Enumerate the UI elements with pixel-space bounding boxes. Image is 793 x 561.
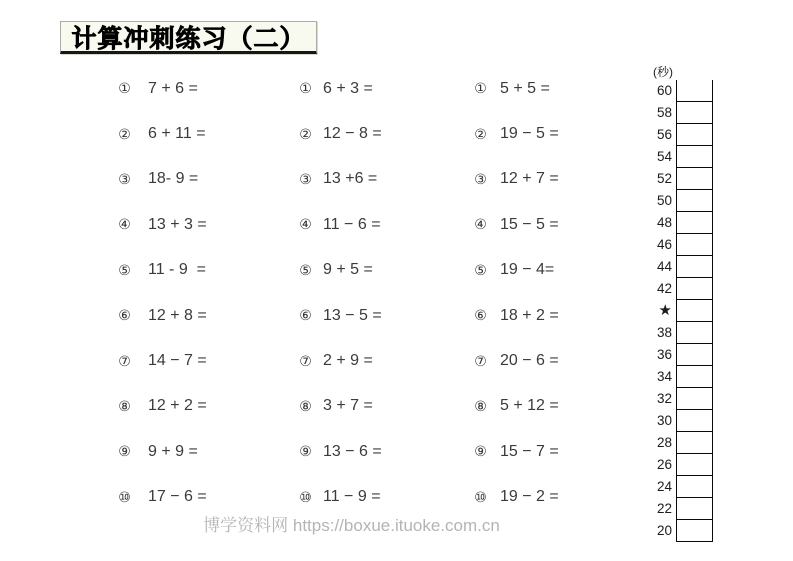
problem-number: ⑨ [474, 443, 487, 460]
problem-expression: 9 + 5 = [323, 261, 373, 279]
timer-row [632, 234, 713, 256]
problem-number: ⑤ [118, 261, 131, 278]
problem-expression: 12 + 2 = [148, 397, 207, 415]
timer-cell [676, 454, 713, 476]
worksheet-title: 计算冲刺练习（二） [60, 21, 317, 54]
problem-row [117, 248, 207, 293]
timer-row [632, 454, 713, 476]
problem-expression: 18 + 2 = [500, 306, 559, 324]
problem-expression: 15 − 7 = [500, 442, 559, 460]
problem-expression: 6 + 11 = [148, 125, 206, 143]
problem-row [473, 338, 559, 383]
timer-row [632, 410, 713, 432]
problem-expression: 5 + 5 = [500, 79, 550, 97]
timer-row [632, 256, 713, 278]
problem-row [473, 429, 559, 474]
problem-number: ⑥ [299, 307, 312, 324]
problem-expression: 12 + 8 = [148, 306, 207, 324]
problem-row [298, 293, 382, 338]
timer-tick-label: 58 [656, 105, 672, 120]
problem-expression: 13 +6 = [323, 170, 378, 188]
problem-number: ⑨ [299, 443, 312, 460]
problem-column-3 [473, 66, 559, 520]
problem-column-1 [117, 66, 207, 520]
problem-number: ② [118, 125, 131, 142]
problem-number: ① [118, 80, 131, 97]
timer-row [632, 344, 713, 366]
problem-row [473, 293, 559, 338]
problem-number: ⑦ [118, 352, 131, 369]
problem-expression: 3 + 7 = [323, 397, 373, 415]
timer-row [632, 366, 713, 388]
timer-star-icon: ★ [658, 302, 672, 319]
problem-number: ④ [118, 216, 131, 233]
problem-row [298, 384, 382, 429]
timer-tick-label: 46 [656, 237, 672, 252]
problem-row [473, 202, 559, 247]
timer-tick-label: 60 [656, 83, 672, 98]
timer-row [632, 278, 713, 300]
problem-number: ⑧ [474, 397, 487, 414]
timer-cell [676, 80, 713, 102]
timer-tick-label: 24 [656, 479, 672, 494]
timer-cell [676, 124, 713, 146]
timer-cell [676, 322, 713, 344]
problem-row [473, 384, 559, 429]
problem-expression: 19 − 5 = [500, 125, 559, 143]
problem-row [298, 248, 382, 293]
timer-cell [676, 344, 713, 366]
timer-tick-label: 48 [656, 215, 672, 230]
timer-row [632, 80, 713, 102]
problem-expression: 11 − 9 = [323, 488, 381, 506]
problem-number: ⑤ [474, 261, 487, 278]
problem-row [298, 66, 382, 111]
timer-row [632, 102, 713, 124]
problem-row [473, 111, 559, 156]
problem-expression: 9 + 9 = [148, 442, 198, 460]
timer-tick-label: 52 [656, 171, 672, 186]
problem-expression: 15 − 5 = [500, 215, 559, 233]
problem-number: ① [299, 80, 312, 97]
problem-number: ③ [118, 170, 131, 187]
problem-expression: 13 − 5 = [323, 306, 382, 324]
problem-row [117, 157, 207, 202]
timer-tick-label: 26 [656, 457, 672, 472]
problem-number: ⑦ [474, 352, 487, 369]
problem-row [298, 338, 382, 383]
problem-number: ⑩ [474, 488, 487, 505]
problem-number: ④ [299, 216, 312, 233]
problem-number: ⑤ [299, 261, 312, 278]
timer-cell [676, 300, 713, 322]
timer-row [632, 168, 713, 190]
timer-tick-label: 56 [656, 127, 672, 142]
problem-row [117, 293, 207, 338]
problem-expression: 2 + 9 = [323, 352, 373, 370]
problem-number: ⑥ [474, 307, 487, 324]
problem-expression: 6 + 3 = [323, 79, 373, 97]
problem-expression: 13 + 3 = [148, 215, 207, 233]
problem-row [298, 111, 382, 156]
timer-row [632, 300, 713, 322]
problem-number: ① [474, 80, 487, 97]
problem-row [298, 157, 382, 202]
problem-number: ③ [474, 170, 487, 187]
problem-number: ⑦ [299, 352, 312, 369]
problem-expression: 14 − 7 = [148, 352, 207, 370]
timer-tick-label: 34 [656, 369, 672, 384]
timer-cell [676, 410, 713, 432]
timer-scale [632, 63, 713, 542]
problem-number: ④ [474, 216, 487, 233]
timer-cell [676, 146, 713, 168]
timer-tick-label: 30 [656, 413, 672, 428]
problem-row [117, 338, 207, 383]
problem-expression: 17 − 6 = [148, 488, 207, 506]
timer-row [632, 476, 713, 498]
timer-row [632, 146, 713, 168]
problem-row [117, 429, 207, 474]
problem-expression: 5 + 12 = [500, 397, 559, 415]
timer-row [632, 322, 713, 344]
problem-number: ⑥ [118, 307, 131, 324]
timer-unit-label: (秒) [653, 65, 673, 79]
problem-row [298, 429, 382, 474]
timer-cell [676, 278, 713, 300]
timer-tick-label: 28 [656, 435, 672, 450]
problem-number: ③ [299, 170, 312, 187]
problem-row [298, 202, 382, 247]
problem-number: ② [474, 125, 487, 142]
problem-row [117, 111, 207, 156]
footer-watermark: 博学资料网 https://boxue.ituoke.com.cn [203, 516, 500, 535]
timer-cell [676, 102, 713, 124]
timer-cell [676, 212, 713, 234]
timer-row [632, 388, 713, 410]
timer-row [632, 190, 713, 212]
timer-cell [676, 388, 713, 410]
problem-expression: 18- 9 = [148, 170, 199, 188]
timer-tick-label: 54 [656, 149, 672, 164]
timer-tick-label: 32 [656, 391, 672, 406]
problem-expression: 11 − 6 = [323, 215, 381, 233]
problem-row [473, 66, 559, 111]
problem-row [473, 248, 559, 293]
problem-row [473, 157, 559, 202]
timer-row [632, 212, 713, 234]
problem-column-2 [298, 66, 382, 520]
timer-row [632, 124, 713, 146]
problem-expression: 13 − 6 = [323, 442, 382, 460]
timer-tick-label: 22 [656, 501, 672, 516]
timer-tick-label: 36 [656, 347, 672, 362]
problem-expression: 19 − 2 = [500, 488, 559, 506]
timer-cell [676, 256, 713, 278]
timer-cell [676, 366, 713, 388]
problem-number: ⑨ [118, 443, 131, 460]
timer-tick-label: 44 [656, 259, 672, 274]
timer-cell [676, 234, 713, 256]
timer-cell [676, 190, 713, 212]
problem-row [117, 384, 207, 429]
problem-expression: 20 − 6 = [500, 352, 559, 370]
timer-row [632, 432, 713, 454]
problem-number: ⑧ [118, 397, 131, 414]
problem-number: ⑩ [118, 488, 131, 505]
problem-number: ⑧ [299, 397, 312, 414]
timer-tick-label: 20 [656, 523, 672, 538]
problem-expression: 11 - 9 = [148, 261, 206, 279]
problem-expression: 7 + 6 = [148, 79, 198, 97]
problem-expression: 12 + 7 = [500, 170, 559, 188]
timer-tick-label: 50 [656, 193, 672, 208]
timer-cell [676, 476, 713, 498]
problem-number: ② [299, 125, 312, 142]
problem-row [117, 202, 207, 247]
problem-expression: 19 − 4= [500, 261, 555, 279]
problem-expression: 12 − 8 = [323, 125, 382, 143]
problem-row [117, 66, 207, 111]
problem-number: ⑩ [299, 488, 312, 505]
timer-cell [676, 432, 713, 454]
timer-cell [676, 168, 713, 190]
timer-tick-label: 42 [656, 281, 672, 296]
timer-tick-label: 38 [656, 325, 672, 340]
